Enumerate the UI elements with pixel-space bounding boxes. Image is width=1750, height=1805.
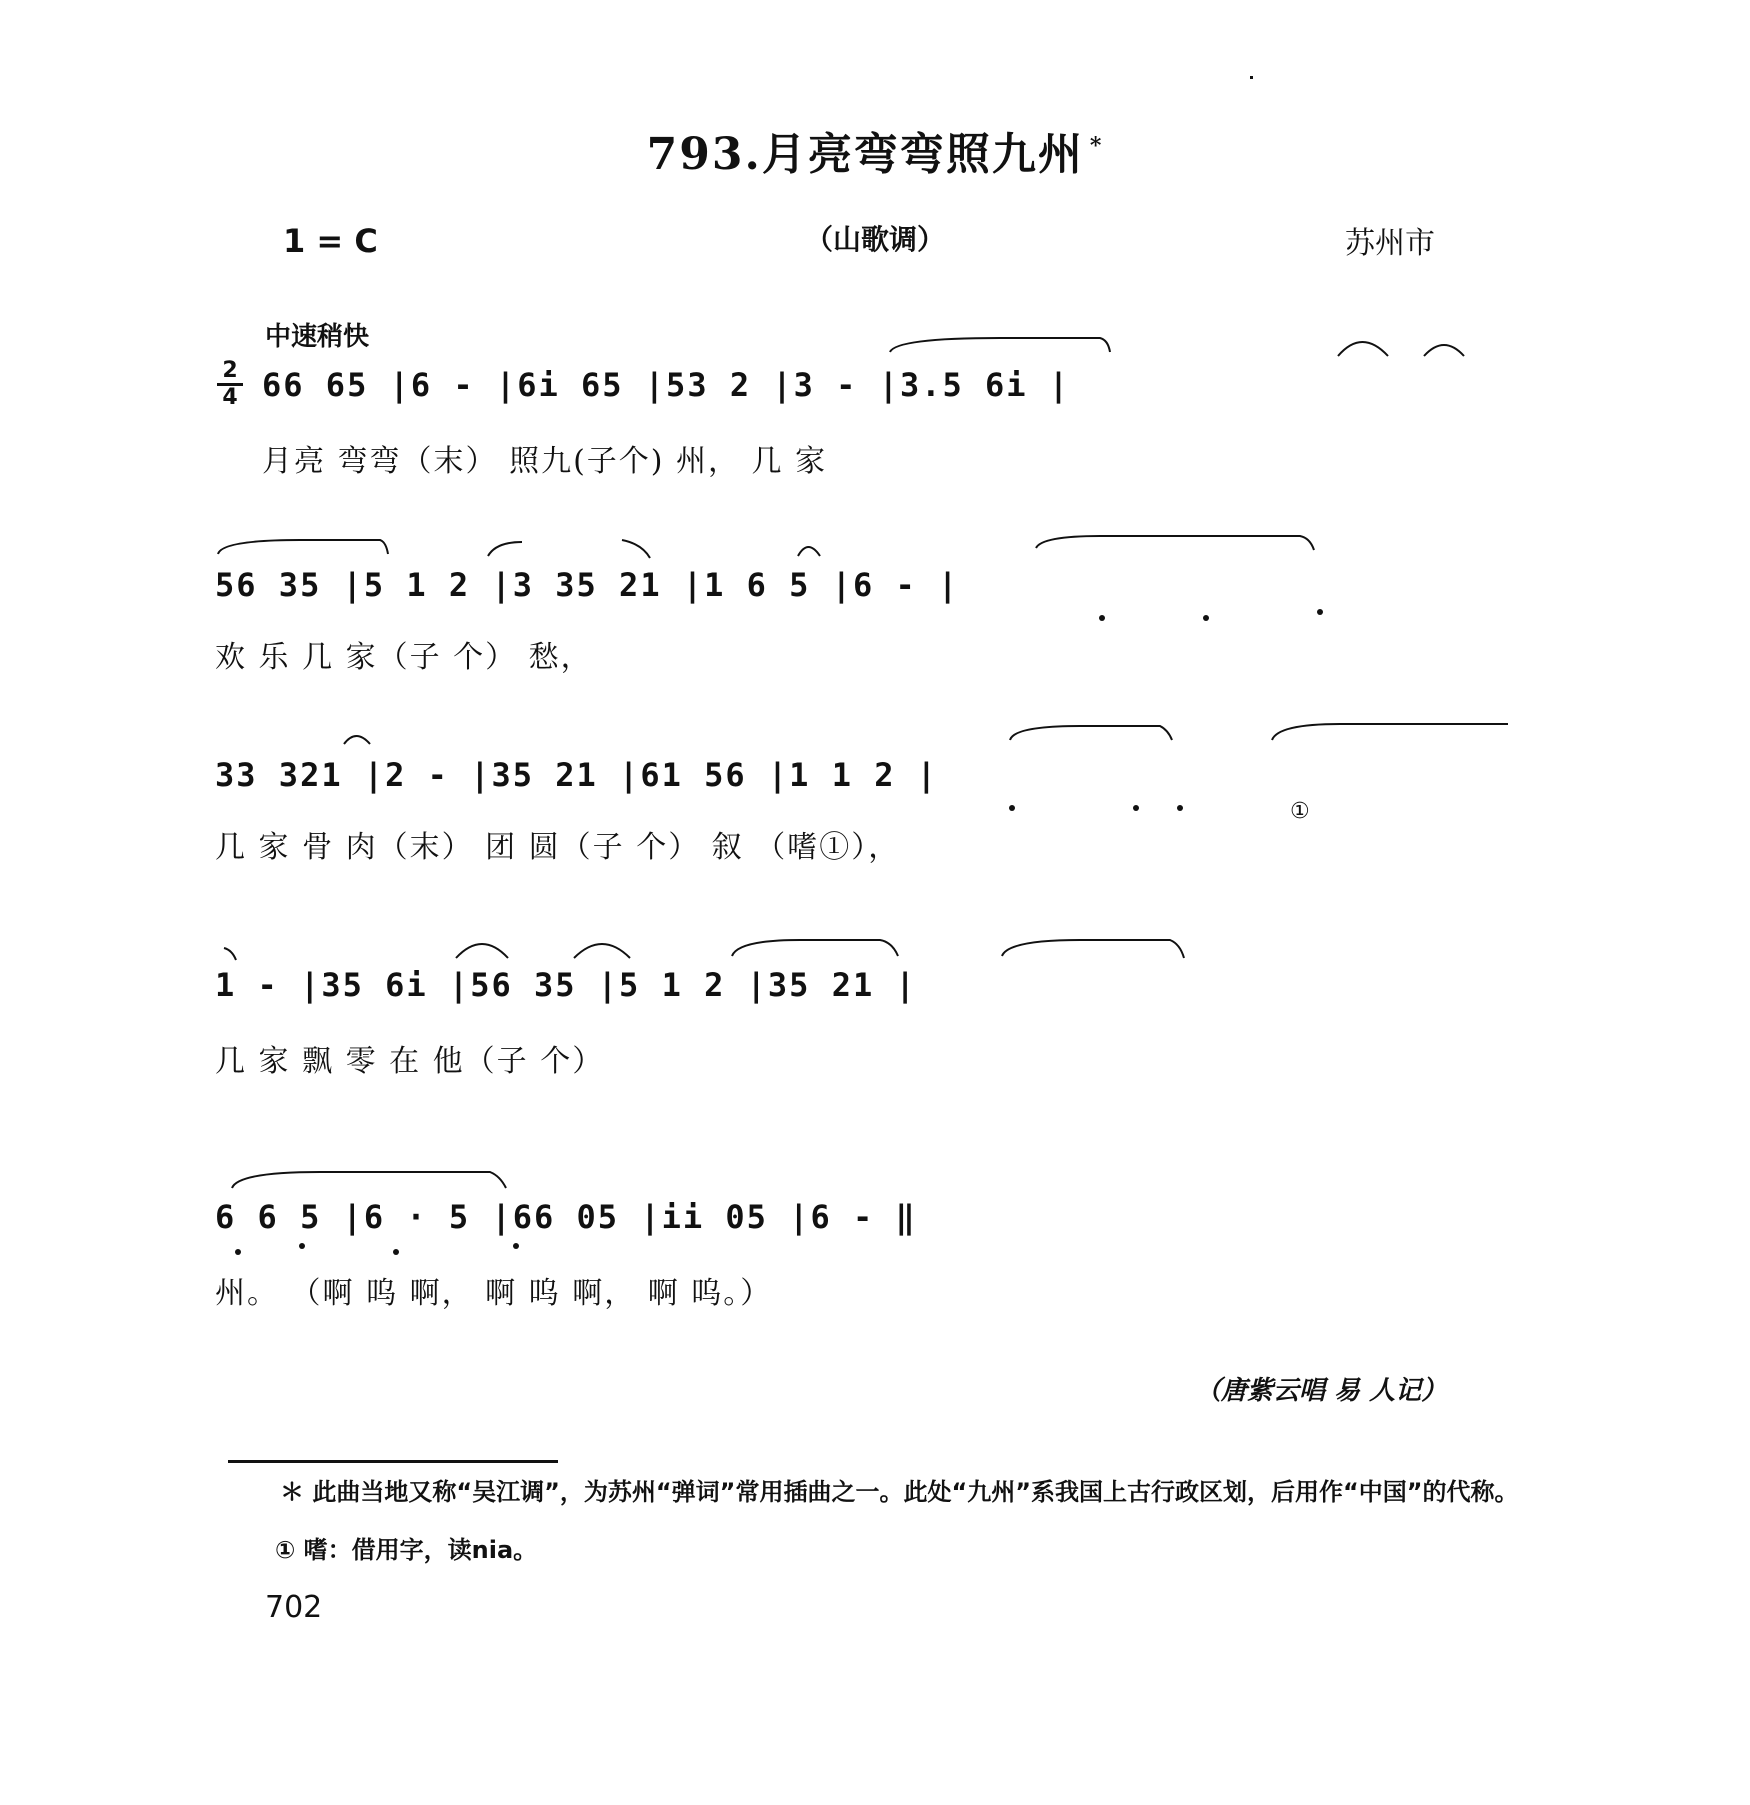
footnote-2: ① 嗜：借用字，读nia。	[275, 1536, 538, 1564]
low-octave-dot	[1317, 609, 1323, 615]
footnote-circle-mark: ①	[1290, 799, 1310, 824]
slur	[1338, 342, 1388, 356]
music-line-4: 1 - |35 6i |56 35 |5 1 2 |35 21 |	[215, 966, 917, 1004]
slur	[1036, 536, 1314, 550]
lyric-line-1: 月亮 弯弯（末） 照九(子个) 州， 几 家	[262, 444, 828, 479]
song-title-text: 793.月亮弯弯照九州	[646, 129, 1084, 180]
time-signature-bottom: 4	[222, 385, 238, 410]
low-octave-dot	[1099, 615, 1105, 621]
lyric-line-5: 州。 （啊 呜 啊， 啊 呜 啊， 啊 呜。）	[215, 1276, 773, 1311]
low-octave-dot	[393, 1249, 399, 1255]
credit-line: （唐紫云唱 易 人记）	[1195, 1376, 1448, 1406]
low-octave-dot	[299, 1243, 305, 1249]
genre-label: （山歌调）	[804, 223, 945, 256]
slur	[732, 940, 898, 956]
slur	[798, 547, 820, 556]
tempo-marking: 中速稍快	[265, 322, 370, 352]
lyric-line-2: 欢 乐 几 家（子 个） 愁，	[215, 640, 593, 675]
low-octave-dot	[1203, 615, 1209, 621]
low-octave-dot	[1009, 805, 1015, 811]
low-octave-dot	[235, 1249, 241, 1255]
slur	[232, 1172, 506, 1188]
music-line-3: 33 321 |2 - |35 21 |61 56 |1 1 2 |	[215, 756, 939, 794]
slur	[574, 944, 630, 958]
key-signature: 1 = C	[283, 222, 378, 260]
music-line-5: 6 6 5 |6 · 5 |66 05 |ii 05 |6 - ‖	[215, 1198, 917, 1236]
low-octave-dot	[1177, 805, 1183, 811]
slur	[622, 540, 650, 558]
music-line-1: 66 65 |6 - |6i 65 |53 2 |3 - |3.5 6i |	[262, 366, 1071, 404]
title-footnote-mark: *	[1089, 133, 1104, 160]
low-octave-dot	[513, 1243, 519, 1249]
slur	[456, 944, 508, 958]
origin-label: 苏州市	[1345, 226, 1435, 261]
page-number: 702	[265, 1590, 323, 1625]
slur	[890, 338, 1110, 352]
slur	[1424, 345, 1464, 356]
slur	[1002, 940, 1184, 958]
footnote-divider	[228, 1460, 558, 1463]
low-octave-dot	[1133, 805, 1139, 811]
slur	[218, 540, 388, 554]
slur	[224, 948, 236, 960]
music-line-2: 56 35 |5 1 2 |3 35 21 |1 6 5 |6 - |	[215, 566, 960, 604]
lyric-line-3: 几 家 骨 肉（末） 团 圆（子 个） 叙 （嗜①），	[215, 830, 901, 865]
slur	[488, 542, 522, 556]
slur	[1272, 724, 1508, 740]
time-signature-top: 2	[222, 358, 238, 383]
footnote-1: ＊ 此曲当地又称“吴江调”，为苏州“弹词”常用插曲之一。此处“九州”系我国上古行政区划，后用作“中国”的代称。	[280, 1478, 1519, 1506]
slur	[344, 736, 370, 744]
lyric-line-4: 几 家 飘 零 在 他（子 个）	[215, 1044, 605, 1079]
slur	[1010, 726, 1172, 740]
